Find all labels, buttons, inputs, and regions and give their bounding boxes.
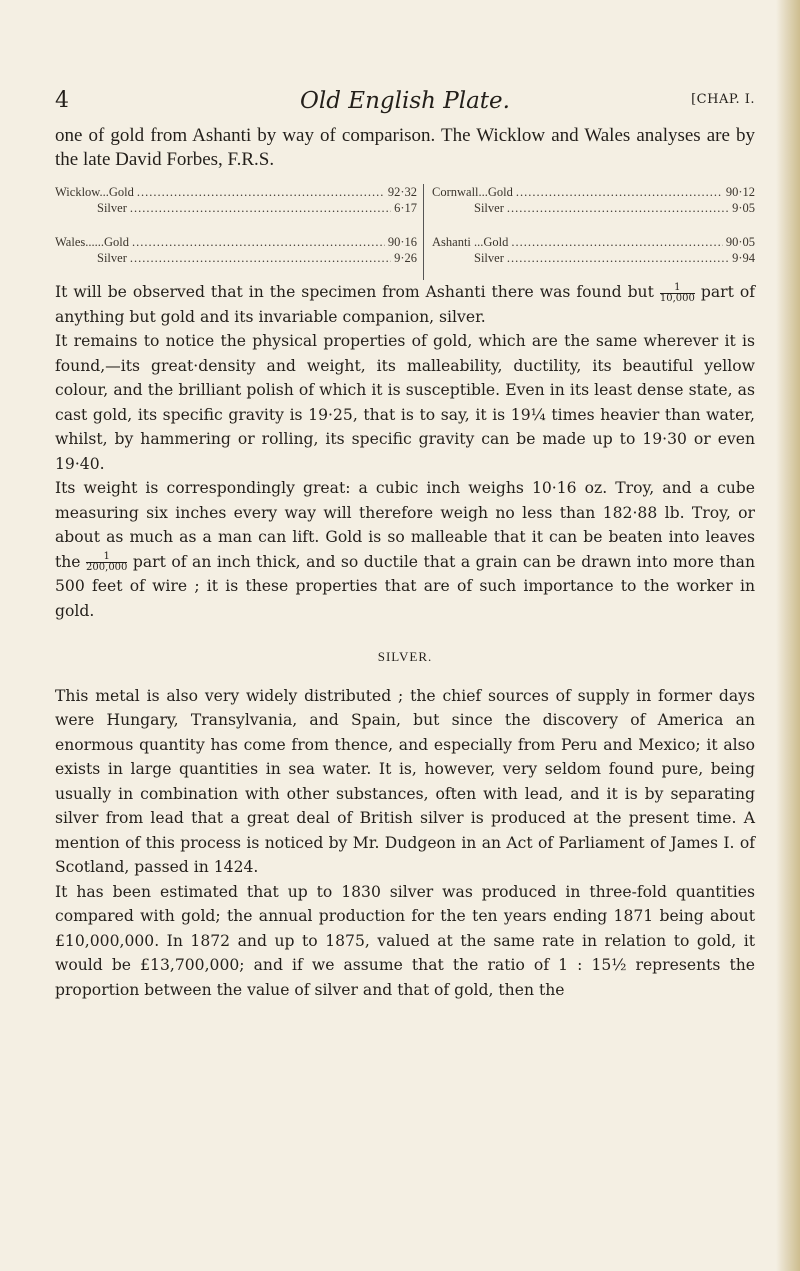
analysis-row — [55, 184, 417, 200]
analysis-value: 90·05 — [725, 235, 755, 249]
analyses-left-column — [55, 184, 417, 266]
leader-dots — [132, 234, 385, 250]
leader-dots — [507, 200, 729, 216]
fraction — [660, 283, 695, 304]
analysis-metal: Gold — [108, 185, 134, 199]
running-title: Old English Plate. — [300, 88, 510, 114]
analysis-row — [55, 200, 417, 216]
analysis-place: Wicklow... — [55, 185, 109, 199]
section-heading: SILVER. — [377, 649, 433, 664]
body-text — [55, 280, 755, 1002]
analysis-row — [432, 184, 755, 200]
leader-dots — [516, 184, 723, 200]
analysis-metal: Gold — [487, 185, 513, 199]
analysis-metal: Silver — [97, 251, 127, 265]
paragraph-text: part of an inch thick, and so ductile that a grain can be drawn into more than 500 feet of wire ; it is these properties that are of such importance to the worker in gold. — [55, 552, 755, 620]
fraction-denominator: 10,000 — [659, 292, 695, 304]
fraction-numerator: 1 — [674, 281, 681, 293]
analysis-row — [432, 234, 755, 250]
chapter-marker: [CHAP. I. — [691, 92, 755, 107]
fraction — [86, 552, 127, 573]
analysis-metal: Gold — [483, 235, 509, 249]
page-number: 4 — [55, 88, 69, 113]
analysis-value: 90·16 — [387, 235, 417, 249]
paragraph-text: It will be observed that in the specimen from Ashanti there was found but — [55, 283, 654, 301]
paragraph-silver-production: It has been estimated that up to 1830 silver was produced in three-fold quantities compared with gold; the annual production for the ten years ending 1871 being about £10,000,000. In 1872 and up to 1875, valued at the same rate in relation to gold, it would be £13,700,000; and if we assume that the ratio of 1 : 15½ represents the proportion between the value of silver and that of gold, then the — [55, 882, 755, 999]
leader-dots — [507, 250, 729, 266]
analysis-row — [432, 200, 755, 216]
analysis-place: Ashanti ... — [432, 235, 484, 249]
paragraph-text: part of anything but gold and its invariable companion, silver. — [55, 283, 755, 326]
paragraph-text: Its weight is correspondingly great: a cubic inch weighs 10·16 oz. Troy, and a cube measuring six inches every way will therefore weigh no less than 182·88 lb. Troy, or about as much as a man can lift. Gold is so malleable that it can be beaten into leaves the — [55, 479, 755, 571]
analysis-value: 9·05 — [732, 201, 755, 215]
analysis-metal: Silver — [97, 201, 127, 215]
analyses-right-column — [423, 184, 755, 280]
paragraph-silver-distribution: This metal is also very widely distributed ; the chief sources of supply in former days were Hungary, Transylvania, and Spain, but since the discovery of America an enormous quantity has come from thence, and especially from Peru and Mexico; it also exists in large quantities in sea water. It is, however, very seldom found pure, being usually in combination with other substances, often with lead, and it is by separating silver from lead that a great deal of British silver is produced at the present time. A mention of this process is noticed by Mr. Dudgeon in an Act of Parliament of James I. of Scotland, passed in 1424. — [55, 686, 755, 876]
analyses-table — [55, 184, 755, 280]
analysis-value: 6·17 — [394, 201, 417, 215]
analysis-metal: Silver — [474, 251, 504, 265]
analysis-value: 9·94 — [732, 251, 755, 265]
analysis-value: 92·32 — [387, 185, 417, 199]
paragraph-ashanti — [55, 280, 755, 329]
analysis-place: Cornwall... — [432, 185, 488, 199]
analysis-row — [55, 250, 417, 266]
leader-dots — [130, 250, 391, 266]
analysis-place: Wales...... — [55, 235, 104, 249]
fraction-denominator: 200,000 — [86, 562, 128, 573]
paragraph-weight — [55, 476, 755, 623]
running-head — [55, 88, 755, 122]
analysis-row — [432, 250, 755, 266]
leader-dots — [137, 184, 385, 200]
analysis-value: 90·12 — [725, 185, 755, 199]
analysis-metal: Gold — [103, 235, 129, 249]
book-page — [55, 88, 755, 1002]
paragraph-physical-properties: It remains to notice the physical properties of gold, which are the same wherever it is found,—its great·density and weight, its malleability, ductility, its beautiful yellow colour, and the brilliant polish of which it is susceptible. Even in its least dense state, as cast gold, its specific gravity is 19·25, that is to say, it is 19¼ times heavier than water, whilst, by hammering or rolling, its specific gravity can be made up to 19·30 or even 19·40. — [55, 332, 755, 473]
analysis-value: 9·26 — [394, 251, 417, 265]
page-edge-shadow — [776, 0, 800, 1271]
analysis-metal: Silver — [474, 201, 504, 215]
leader-dots — [511, 234, 722, 250]
analysis-row — [55, 234, 417, 250]
leader-dots — [130, 200, 391, 216]
intro-text: one of gold from Ashanti by way of comparison. The Wicklow and Wales analyses are by the late David Forbes, F.R.S. — [55, 125, 755, 170]
fraction-numerator: 1 — [103, 551, 110, 562]
